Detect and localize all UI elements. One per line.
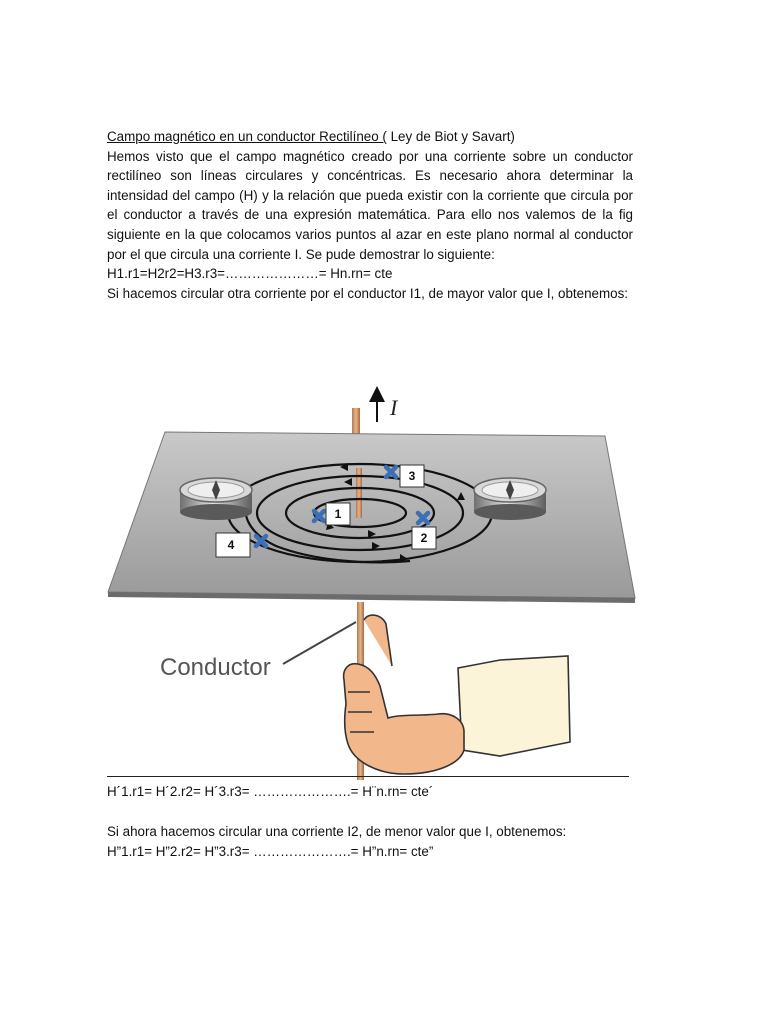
formula-3: H”1.r1= H”2.r2= H”3.r3= ………………….= H”n.rn= cte” [107,843,434,859]
point-label-3: 3 [408,469,416,483]
hand-icon [344,615,570,774]
formula-2-section [107,782,633,802]
point-label-4: 4 [227,538,235,552]
heading-rest: Ley de Biot y Savart) [386,129,515,144]
conductor-leader-line [283,622,356,664]
formula-2: H´1.r1= H´2.r2= H´3.r3= ………………….= H¨n.rn= cte´ [107,784,434,799]
conductor-label: Conductor [160,654,271,681]
compass-right-icon [474,478,546,520]
point-label-2: 2 [420,531,428,545]
current-label: I [390,395,398,420]
biot-savart-figure [100,370,660,780]
closing-section [107,822,633,861]
formula-1: H1.r1=H2r2=H3.r3=…………………= Hn.rn= cte [107,266,393,282]
sentence-3: Si ahora hacemos circular una corriente I2, de menor valor que I, obtenemos: [107,824,567,839]
intro-section [107,127,633,303]
heading-underlined: Campo magnético en un conductor Rectilíneo ( [107,129,387,144]
point-label-1: 1 [334,507,342,521]
intro-paragraph: Hemos visto que el campo magnético creado por una corriente sobre un conductor rectilíneo son líneas circulares y concéntricas. Es necesario ahora determinar la intensidad del campo (H) y la relación que pueda existir con la corriente que circula por el conductor a través de una expresión matemática. Para ello nos valemos de la fig siguiente en la que colocamos varios puntos al azar en este plano normal al conductor por el que circula una corriente I. Se pude demostrar lo siguiente: [107,148,633,262]
section-heading [107,127,633,147]
divider-line [107,776,629,777]
compass-left-icon [180,478,252,520]
sentence-2: Si hacemos circular otra corriente por el conductor I1, de mayor valor que I, obtenemos: [107,285,628,301]
